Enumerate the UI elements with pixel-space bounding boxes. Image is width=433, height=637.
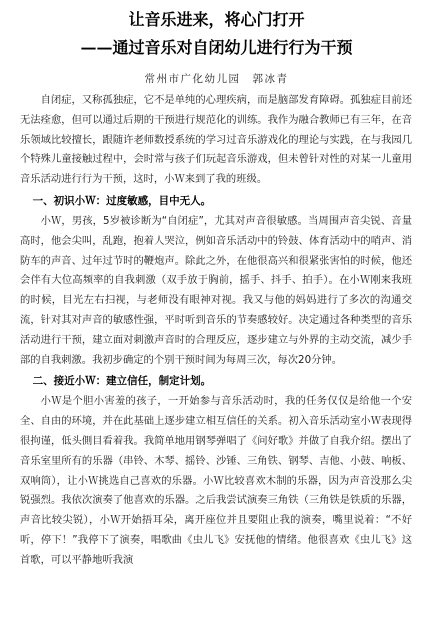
section-2-heading: 二、接近小Ｗ：建立信任，制定计划。 (32, 375, 212, 388)
section-1-heading: 一、初识小Ｗ：过度敏感，目中无人。 (32, 194, 212, 207)
section-2-paragraph: 小Ｗ是个胆小害羞的孩子，一开始参与音乐活动时，我的任务仅仅是给他一个安全、自由的环境，并在此基础上逐步建立相互信任的关系。初入音乐活动室小Ｗ表现得很拘谨，低头側目看着我。我简单地用钢琴弹唱了《问好歌》并做了自我介绍。摆出了音乐室里所有的乐器（串铃、木琴、摇铃、沙锤、三角铁、钢琴、吉他、小鼓、响板、双响筒），让小Ｗ挑选自己喜欢的乐器。小Ｗ比较喜欢木制的乐器，因为声音没那么尖锐强烈。我依次演奏了他喜欢的乐器。之后我尝试演奏三角铁（三角铁是铁质的乐器，声音比较尖锐），小Ｗ开始捂耳朵，离开座位并且要阻止我的演奏，嘴里说着：“不好听，停下！”我停下了演奏，唱歌曲《虫儿飞》安抚他的情绪。他很喜欢《虫儿飞》这首歌，可以平静地听我演 (20, 395, 412, 566)
section-1-paragraph: 小Ｗ，男孩，5岁被诊断为“自闭症”，尤其对声音很敏感。当周围声音尖锐、音量高时，他会尖叫，乱跑，抱着人哭泣，例如音乐活动中的铃鼓、体育活动中的哨声、消防车的声音、过年过节时的鞭炮声。除此之外，在他很高兴和很紧张害怕的时候，他还会伴有大位高频率的自我刺激（双手放于胸前，摇手、抖手、拍手）。在小Ｗ刚来我班的时候，目光左右扫视，与老师没有眼神对视。我又与他的妈妈进行了多次的沟通交流，针对其对声音的敏感性强，平时听到音乐的节奏感较好。决定通过各种类型的音乐活动进行干预，建立面对刺激声音时的合理反应，逐步建立与外界的主动交流，减少手部的自我刺激。我初步确定的个别干预时间为每周三次，每次20分钟。 (20, 214, 412, 366)
document-title: 让音乐进来，将心门打开 (128, 10, 305, 29)
intro-paragraph: 自闭症，又称孤独症，它不是单纯的心理疾病，而是脑部发育障碍。孤独症目前还无法痊愈，但可以通过后期的干预进行规范化的训练。我作为融合教师已有三年，在音乐领域比较擅长，跟随许老师数授系统的学习过音乐游戏化的理论与实践，在与我园几个特殊儿童接触过程中，会时常与孩子们玩起音乐游戏，但未曾针对性的对某一儿童用音乐活动进行行为干预，这时，小Ｗ来到了我的班级。 (20, 94, 412, 186)
document-body (20, 91, 412, 571)
author-line: 常州市广化幼儿园 郭冰青 (144, 73, 289, 85)
document-subtitle: ——通过音乐对自闭幼儿进行行为干预 (80, 38, 353, 57)
